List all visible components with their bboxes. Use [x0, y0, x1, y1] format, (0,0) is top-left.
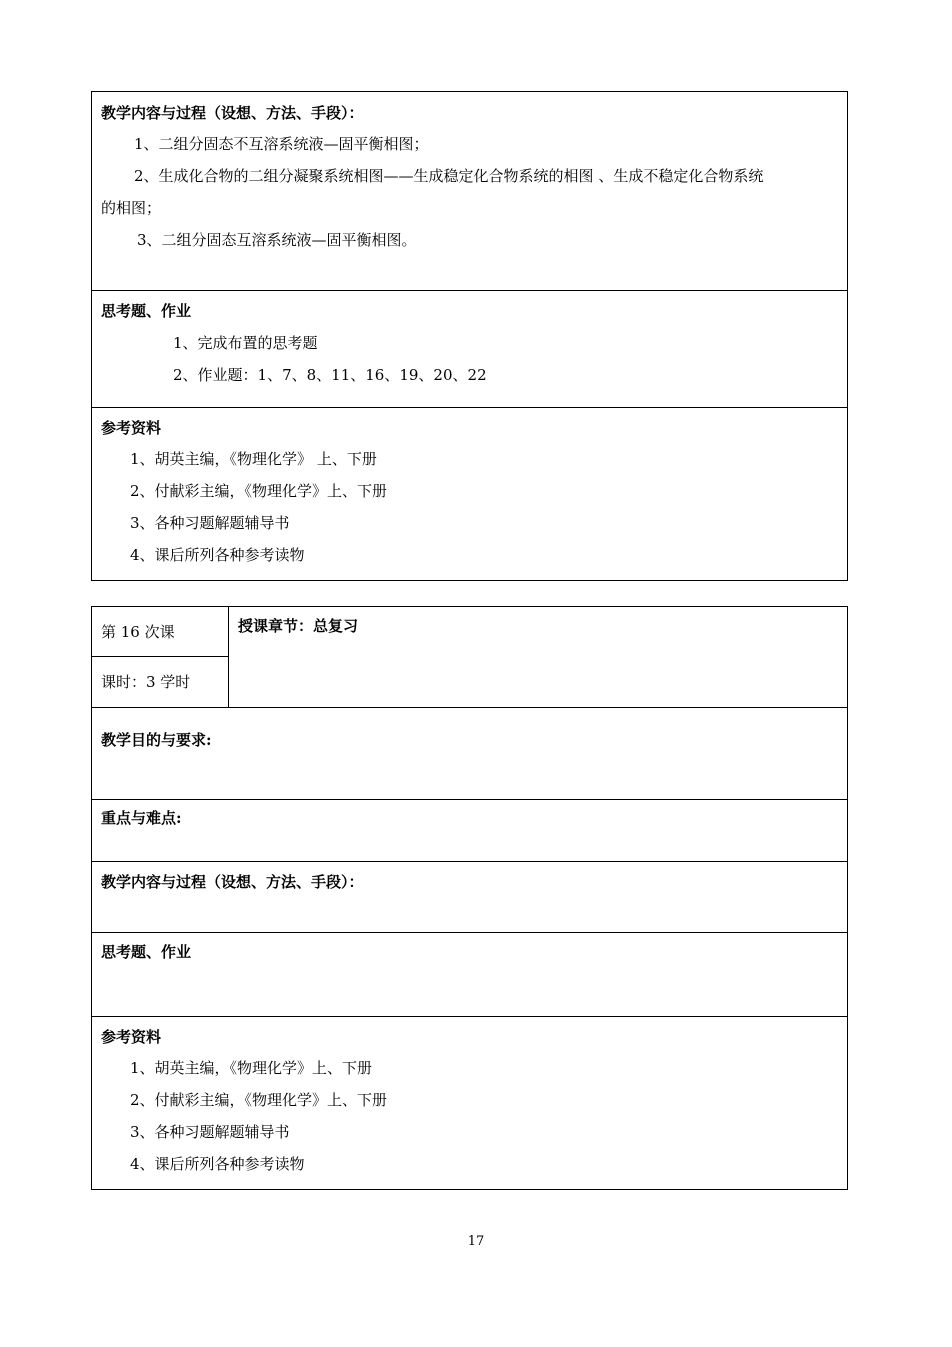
content-item: 的相图； — [101, 199, 162, 217]
reference-item: 4、课后所列各种参考读物 — [130, 546, 305, 564]
lesson-number: 第 16 次课 — [101, 623, 175, 641]
key-title: 重点与难点: — [101, 809, 182, 827]
homework-title-2: 思考题、作业 — [101, 943, 192, 961]
reference-item: 3、各种习题解题辅导书 — [130, 1123, 290, 1141]
content-item: 3、二组分固态互溶系统液—固平衡相图。 — [137, 231, 417, 249]
content-row-2 — [92, 861, 847, 932]
content-title: 教学内容与过程（设想、方法、手段）： — [101, 104, 364, 122]
lesson-hours-cell — [92, 657, 229, 707]
content-title-2: 教学内容与过程（设想、方法、手段）： — [101, 873, 364, 891]
reference-item: 4、课后所列各种参考读物 — [130, 1155, 305, 1173]
goal-title: 教学目的与要求: — [101, 731, 212, 749]
key-row — [92, 799, 847, 861]
reference-row — [92, 407, 847, 580]
chapter-title: 授课章节：总复习 — [238, 617, 359, 635]
lesson-table-2 — [91, 606, 848, 1190]
homework-item: 1、完成布置的思考题 — [173, 334, 318, 352]
reference-item: 3、各种习题解题辅导书 — [130, 514, 290, 532]
reference-item: 1、胡英主编，《物理化学》上、下册 — [130, 1059, 373, 1077]
reference-row-2 — [92, 1016, 847, 1189]
lesson-header-grid — [92, 607, 847, 708]
content-item: 1、二组分固态不互溶系统液—固平衡相图； — [134, 135, 429, 153]
homework-title: 思考题、作业 — [101, 302, 192, 320]
lesson-number-cell — [92, 607, 229, 657]
content-row — [92, 92, 847, 290]
reference-title: 参考资料 — [101, 419, 162, 437]
reference-item: 2、付献彩主编，《物理化学》上、下册 — [130, 482, 388, 500]
lesson-table-1 — [91, 91, 848, 581]
reference-item: 2、付献彩主编，《物理化学》上、下册 — [130, 1091, 388, 1109]
content-item: 2、生成化合物的二组分凝聚系统相图——生成稳定化合物系统的相图 、生成不稳定化合物系统 — [134, 167, 764, 185]
goal-row — [92, 708, 847, 799]
lesson-hours: 课时：3 学时 — [101, 673, 191, 691]
reference-title-2: 参考资料 — [101, 1028, 162, 1046]
homework-row — [92, 290, 847, 407]
reference-item: 1、胡英主编，《物理化学》 上、下册 — [130, 450, 377, 468]
page-number: 17 — [467, 1234, 485, 1249]
homework-item: 2、作业题：1、7、8、11、16、19、20、22 — [173, 366, 487, 384]
chapter-cell — [229, 607, 847, 707]
homework-row-2 — [92, 932, 847, 1016]
